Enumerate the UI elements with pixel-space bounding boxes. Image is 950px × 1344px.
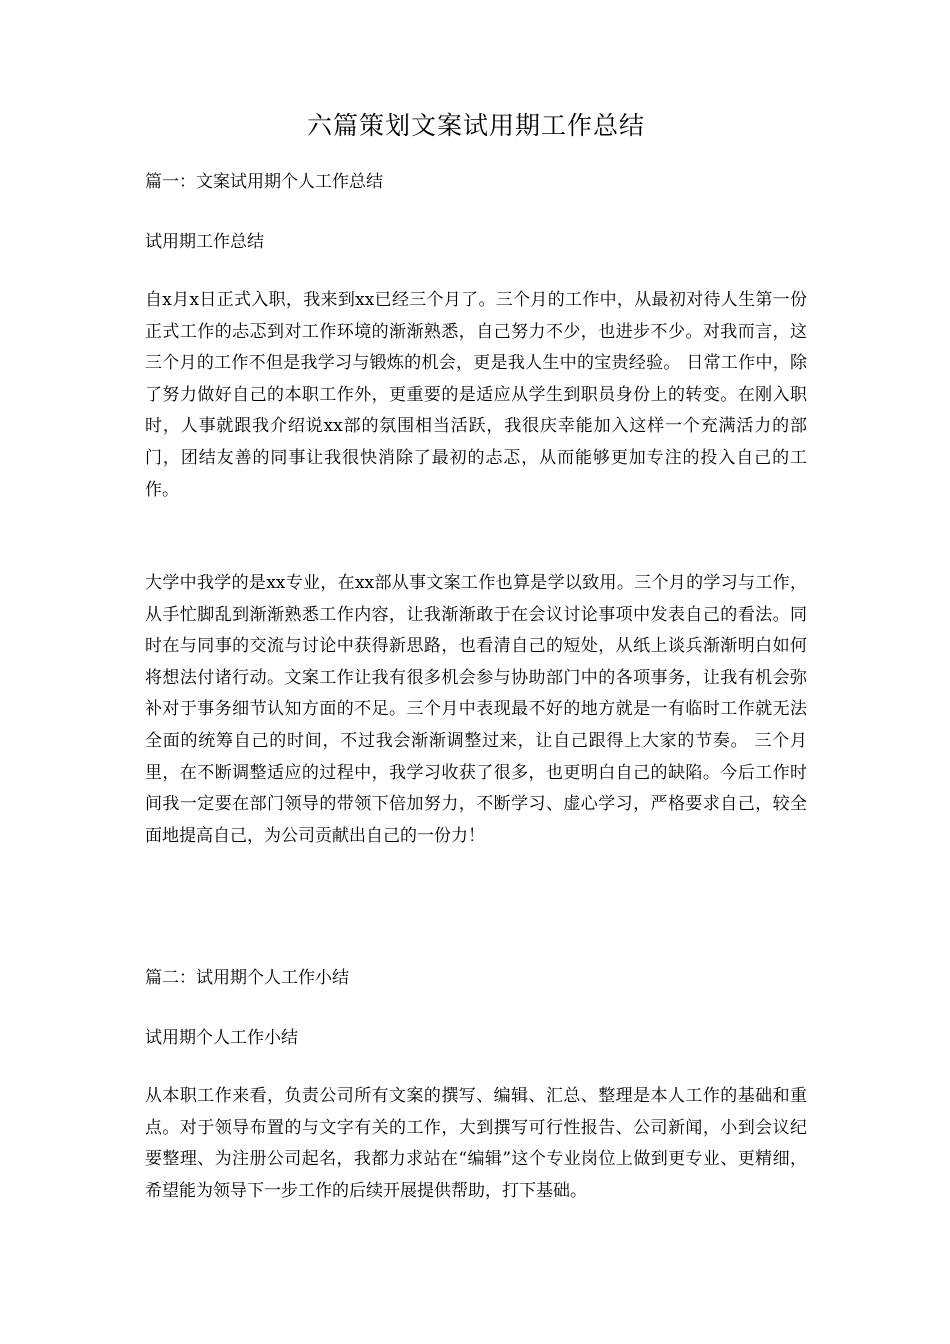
- section-2-paragraph-1: 从本职工作来看，负责公司所有文案的撰写、编辑、汇总、整理是本人工作的基础和重点。对于领导布置的与文字有关的工作，大到撰写可行性报告、公司新闻，小到会议纪要整理、为注册公司起名，我都力求站在“编辑”这个专业岗位上做到更专业、更精细，希望能为领导下一步工作的后续开展提供帮助，打下基础。: [145, 1086, 807, 1201]
- section-1-paragraph-2: 大学中我学的是xx专业，在xx部从事文案工作也算是学以致用。三个月的学习与工作，从手忙脚乱到渐渐熟悉工作内容，让我渐渐敢于在会议讨论事项中发表自己的看法。同时在与同事的交流与讨论中获得新思路，也看清自己的短处，从纸上谈兵渐渐明白如何将想法付诸行动。文案工作让我有很多机会参与协助部门中的各项事务，让我有机会弥补对于事务细节认知方面的不足。三个月中表现最不好的地方就是一有临时工作就无法全面的统筹自己的时间，不过我会渐渐调整过来，让自己跟得上大家的节奏。 三个月里，在不断调整适应的过程中，我学习收获了很多，也更明白自己的缺陷。今后工作时间我一定要在部门领导的带领下倍加努力，不断学习、虚心学习，严格要求自己，较全面地提高自己，为公司贡献出自己的一份力！: [145, 573, 807, 846]
- section-1-subheading: 试用期工作总结: [145, 232, 264, 252]
- section-2-heading: 篇二：试用期个人工作小结: [145, 968, 349, 988]
- section-1-heading: 篇一：文案试用期个人工作总结: [145, 172, 383, 192]
- section-1-paragraph-1: 自x月x日正式入职，我来到xx已经三个月了。三个月的工作中，从最初对待人生第一份正式工作的忐忑到对工作环境的渐渐熟悉，自己努力不少，也进步不少。对我而言，这三个月的工作不但是我学习与锻炼的机会，更是我人生中的宝贵经验。 日常工作中，除了努力做好自己的本职工作外，更重要的是适应从学生到职员身份上的转变。在刚入职时，人事就跟我介绍说xx部的氛围相当活跃，我很庆幸能加入这样一个充满活力的部门，团结友善的同事让我很快消除了最初的忐忑，从而能够更加专注的投入自己的工作。: [145, 290, 807, 500]
- document-title: 六篇策划文案试用期工作总结: [306, 111, 645, 140]
- section-2-subheading: 试用期个人工作小结: [145, 1028, 298, 1048]
